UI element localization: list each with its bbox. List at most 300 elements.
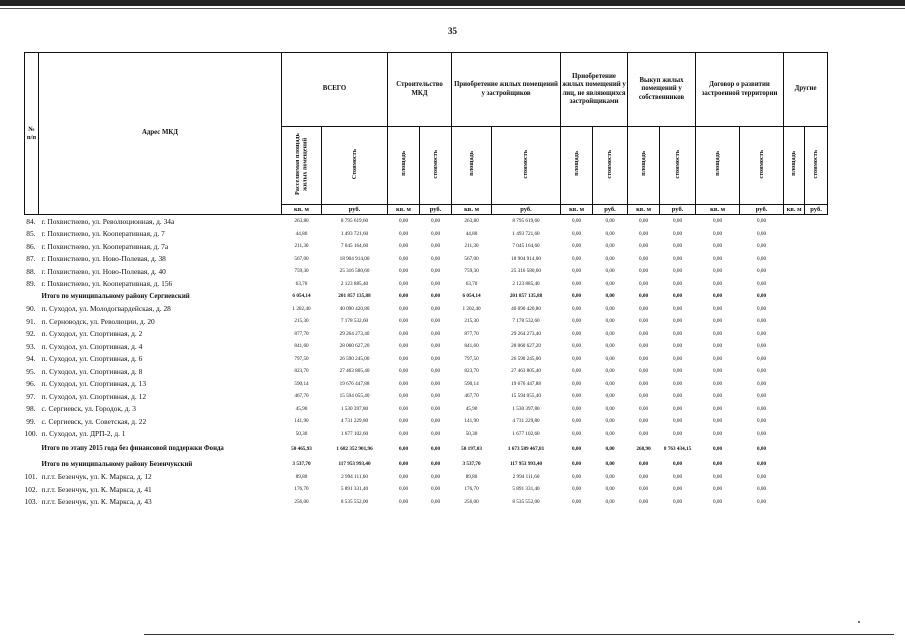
value-cell: [784, 303, 805, 316]
value-cell: [805, 278, 828, 291]
value-cell: 0,00: [398, 243, 409, 250]
value-cell: 0,00: [605, 305, 615, 312]
value-cell: 0,00: [638, 318, 649, 325]
value-cell: 0,00: [430, 498, 441, 505]
value-cell: [805, 240, 828, 253]
value-cell: 0,00: [398, 498, 409, 505]
value-cell: 5 891 331,40: [512, 486, 540, 493]
value-cell: 4 731 229,80: [340, 418, 369, 425]
row-number: 92.: [26, 329, 36, 339]
table-row: [25, 303, 828, 316]
value-cell: 0,00: [673, 393, 683, 400]
table-row: [25, 403, 828, 416]
value-cell: 7 045 164,60: [340, 243, 369, 250]
table-row: [25, 278, 828, 291]
value-cell: 0,00: [757, 418, 767, 425]
value-cell: [805, 365, 828, 378]
value-cell: 201 857 135,88: [338, 293, 371, 300]
value-cell: 590,14: [294, 380, 309, 387]
value-cell: 0,00: [713, 268, 723, 275]
value-cell: 0,00: [430, 473, 441, 480]
scan-dot: [858, 621, 860, 623]
value-cell: [805, 290, 828, 303]
value-cell: 0,00: [430, 280, 441, 287]
value-cell: [784, 471, 805, 484]
value-cell: 29 264 273,40: [339, 330, 370, 337]
sub-header-label: стоимость: [522, 149, 530, 179]
row-number: 97.: [26, 391, 36, 401]
value-cell: 0,00: [398, 405, 409, 412]
total-row: [25, 290, 828, 303]
value-cell: 263,80: [464, 218, 479, 225]
value-cell: 28 060 627,20: [339, 343, 370, 350]
sub-header-9: [660, 127, 696, 205]
unit-cell: кв. м: [561, 205, 593, 215]
value-cell: [784, 290, 805, 303]
value-cell: [784, 496, 805, 509]
row-number: 96.: [26, 379, 36, 389]
sub-header-2: [388, 127, 420, 205]
value-cell: 0,00: [713, 218, 723, 225]
table-row: [25, 353, 828, 366]
value-cell: [805, 471, 828, 484]
value-cell: 0,00: [713, 461, 723, 468]
value-cell: [805, 440, 828, 458]
sub-header-3: [420, 127, 452, 205]
value-cell: 823,70: [464, 368, 479, 375]
value-cell: 1 493 721,60: [512, 230, 540, 237]
value-cell: 567,00: [464, 255, 479, 262]
value-cell: 0,00: [713, 498, 723, 505]
sub-header-6: [561, 127, 593, 205]
row-address: п. Суходол, ул. ДРП-2, д. 1: [41, 429, 126, 439]
value-cell: 567,00: [294, 255, 309, 262]
unit-cell: руб.: [660, 205, 696, 215]
value-cell: 0,00: [638, 293, 649, 300]
row-number: [25, 290, 39, 303]
value-cell: 0,00: [571, 368, 582, 375]
value-cell: [805, 403, 828, 416]
value-cell: 0,00: [713, 343, 723, 350]
value-cell: 211,30: [294, 243, 309, 250]
value-cell: [805, 215, 828, 228]
value-cell: 797,50: [294, 355, 309, 362]
value-cell: 0,00: [430, 330, 441, 337]
value-cell: 0,00: [430, 393, 441, 400]
value-cell: 0,00: [638, 405, 649, 412]
value-cell: 45,90: [295, 405, 308, 412]
value-cell: 0,00: [430, 405, 441, 412]
value-cell: 0,00: [398, 255, 409, 262]
sub-header-label: площадь: [467, 151, 475, 177]
value-cell: 0,00: [713, 418, 723, 425]
value-cell: 0,00: [605, 230, 615, 237]
value-cell: 0,00: [571, 486, 582, 493]
value-cell: [784, 328, 805, 341]
table-row: [25, 471, 828, 484]
value-cell: 0,00: [398, 218, 409, 225]
row-address: с. Сергиевск, ул. Городок, д. 3: [41, 404, 136, 414]
value-cell: 0,00: [571, 218, 582, 225]
value-cell: 877,70: [464, 330, 479, 337]
sub-header-7: [593, 127, 628, 205]
unit-cell: кв. м: [628, 205, 660, 215]
row-address: п.г.т. Безенчук, ул. К. Маркса, д. 43: [41, 497, 152, 507]
sub-header-label: стоимость: [673, 149, 681, 179]
row-number: 98.: [26, 404, 36, 414]
sub-header-label: площадь: [399, 151, 407, 177]
value-cell: 0,00: [638, 380, 649, 387]
value-cell: 63,70: [465, 280, 478, 287]
value-cell: [784, 240, 805, 253]
value-cell: 0,00: [605, 380, 615, 387]
value-cell: 0,00: [757, 380, 767, 387]
unit-cell: руб.: [492, 205, 561, 215]
row-number: 87.: [26, 254, 36, 264]
value-cell: 0,00: [398, 343, 409, 350]
value-cell: 0,00: [430, 461, 441, 468]
value-cell: 0,00: [673, 486, 683, 493]
sub-header-label: стоимость: [812, 149, 820, 179]
row-number: 88.: [26, 266, 36, 276]
value-cell: [805, 390, 828, 403]
value-cell: 0,00: [638, 268, 649, 275]
value-cell: 0,00: [757, 405, 767, 412]
table-row: [25, 340, 828, 353]
value-cell: 0,00: [713, 393, 723, 400]
value-cell: 0,00: [571, 498, 582, 505]
value-cell: 0,00: [571, 330, 582, 337]
value-cell: 27 463 805,40: [511, 368, 541, 375]
value-cell: 7 178 532,60: [512, 318, 540, 325]
value-cell: 89,80: [465, 473, 478, 480]
value-cell: 0,00: [605, 243, 615, 250]
value-cell: 8 763 434,15: [663, 446, 692, 452]
value-cell: 0,00: [757, 243, 767, 250]
value-cell: 0,00: [605, 486, 615, 493]
value-cell: 27 463 805,40: [339, 368, 370, 375]
group-header-non-developers: Приобретение жилых помещений у лиц, не являющихся застройщиками: [561, 53, 628, 127]
value-cell: 0,00: [713, 380, 723, 387]
table-row: [25, 378, 828, 391]
value-cell: 26 590 245,00: [339, 355, 370, 362]
value-cell: 18 904 914,00: [511, 255, 541, 262]
value-cell: 0,00: [713, 405, 723, 412]
value-cell: [805, 303, 828, 316]
value-cell: 0,00: [571, 255, 582, 262]
value-cell: [805, 378, 828, 391]
value-cell: 0,00: [571, 430, 582, 437]
value-cell: 0,00: [673, 368, 683, 375]
value-cell: 0,00: [571, 418, 582, 425]
unit-cell: кв. м: [282, 205, 322, 215]
value-cell: 44,80: [295, 230, 308, 237]
value-cell: [784, 278, 805, 291]
value-cell: 141,90: [464, 418, 479, 425]
unit-cell: руб.: [593, 205, 628, 215]
value-cell: 0,00: [757, 393, 767, 400]
table-row: [25, 415, 828, 428]
value-cell: 0,00: [398, 368, 409, 375]
value-cell: 2 994 111,60: [512, 473, 540, 480]
value-cell: 797,50: [464, 355, 479, 362]
value-cell: [805, 483, 828, 496]
value-cell: 0,00: [638, 255, 649, 262]
value-cell: 0,00: [757, 498, 767, 505]
value-cell: 263,80: [294, 218, 309, 225]
value-cell: 0,00: [398, 305, 409, 312]
value-cell: [784, 378, 805, 391]
value-cell: 0,00: [757, 446, 767, 452]
sub-header-label: площадь: [572, 151, 580, 177]
value-cell: 0,00: [430, 355, 441, 362]
value-cell: 211,30: [464, 243, 479, 250]
value-cell: 1 677 102,60: [512, 430, 540, 437]
sub-header-12: [784, 127, 805, 205]
value-cell: 1 530 397,80: [512, 405, 540, 412]
value-cell: 0,00: [757, 486, 767, 493]
value-cell: 0,00: [757, 305, 767, 312]
value-cell: 29 264 273,40: [511, 330, 541, 337]
unit-cell: кв. м: [452, 205, 492, 215]
value-cell: 0,00: [757, 268, 767, 275]
group-header-other: Другие: [784, 53, 828, 127]
table-row: [25, 265, 828, 278]
value-cell: 1 673 589 467,81: [507, 446, 545, 452]
value-cell: 0,00: [757, 473, 767, 480]
value-cell: 0,00: [638, 305, 649, 312]
row-number: 90.: [26, 304, 36, 314]
row-address: п. Суходол, ул. Спортивная, д. 6: [41, 354, 143, 364]
value-cell: 0,00: [398, 293, 409, 300]
sub-header-label: стоимость: [606, 149, 614, 179]
value-cell: 0,00: [571, 293, 582, 300]
value-cell: 0,00: [571, 473, 582, 480]
value-cell: 0,00: [430, 318, 441, 325]
value-cell: 50,30: [295, 430, 308, 437]
sub-header-4: [452, 127, 492, 205]
value-cell: [784, 365, 805, 378]
sub-header-label: стоимость: [431, 149, 439, 179]
value-cell: 50,30: [465, 430, 478, 437]
value-cell: 0,00: [757, 230, 767, 237]
value-cell: 0,00: [605, 446, 615, 452]
value-cell: 8 795 619,60: [340, 218, 369, 225]
value-cell: 19 676 447,88: [339, 380, 370, 387]
value-cell: 26 590 245,00: [511, 355, 541, 362]
value-cell: [805, 353, 828, 366]
group-header-territory: Договор о развитии застроенной территории: [696, 53, 784, 127]
unit-cell: кв. м: [696, 205, 740, 215]
unit-cell: руб.: [420, 205, 452, 215]
value-cell: 7 178 532,60: [340, 318, 369, 325]
value-cell: 0,00: [638, 498, 649, 505]
value-cell: 0,00: [571, 355, 582, 362]
value-cell: 0,00: [398, 230, 409, 237]
value-cell: 15 594 055,40: [511, 393, 541, 400]
value-cell: 0,00: [757, 430, 767, 437]
value-cell: 0,00: [605, 343, 615, 350]
value-cell: 0,00: [673, 243, 683, 250]
value-cell: 40 090 420,80: [511, 305, 541, 312]
value-cell: 0,00: [638, 418, 649, 425]
value-cell: [784, 440, 805, 458]
value-cell: 0,00: [757, 280, 767, 287]
sub-header-label: площадь: [713, 151, 721, 177]
value-cell: 0,00: [673, 473, 683, 480]
value-cell: [784, 483, 805, 496]
value-cell: 0,00: [713, 430, 723, 437]
table-row: [25, 496, 828, 509]
value-cell: 0,00: [638, 243, 649, 250]
value-cell: 0,00: [571, 243, 582, 250]
value-cell: 8 795 619,60: [512, 218, 540, 225]
value-cell: 0,00: [673, 405, 683, 412]
row-address: г. Похвистнево, ул. Революционная, д. 34а: [41, 216, 175, 226]
value-cell: 0,00: [638, 486, 649, 493]
value-cell: 0,00: [571, 461, 582, 468]
table-row: [25, 315, 828, 328]
value-cell: 0,00: [430, 368, 441, 375]
unit-cell: кв. м: [784, 205, 805, 215]
value-cell: 0,00: [673, 293, 683, 300]
table-row: [25, 483, 828, 496]
value-cell: 0,00: [638, 330, 649, 337]
value-cell: 0,00: [605, 280, 615, 287]
value-cell: 0,00: [757, 343, 767, 350]
sub-header-label: стоимость: [757, 149, 765, 179]
value-cell: 1 682 352 901,96: [336, 446, 373, 452]
value-cell: 0,00: [713, 305, 723, 312]
value-cell: 0,00: [757, 461, 767, 468]
value-cell: 841,60: [294, 343, 309, 350]
value-cell: 0,00: [638, 461, 649, 468]
value-cell: 0,00: [713, 330, 723, 337]
value-cell: [784, 353, 805, 366]
row-address: г. Похвистнево, ул. Ново-Полевая, д. 40: [41, 266, 166, 276]
row-number: 86.: [26, 241, 36, 251]
unit-cell: руб.: [322, 205, 388, 215]
value-cell: 28 060 627,20: [511, 343, 541, 350]
row-address: п. Серноводск, ул. Революции, д. 20: [41, 316, 155, 326]
row-address: п.г.т. Безенчук, ул. К. Маркса, д. 12: [41, 472, 152, 482]
table-row: [25, 390, 828, 403]
sub-header-10: [696, 127, 740, 205]
value-cell: 0,00: [430, 446, 441, 452]
sub-header-label: площадь: [639, 151, 647, 177]
value-cell: [784, 315, 805, 328]
value-cell: 0,00: [430, 418, 441, 425]
value-cell: 0,00: [713, 280, 723, 287]
value-cell: 15 594 055,40: [339, 393, 370, 400]
sub-header-8: [628, 127, 660, 205]
row-number: 101.: [24, 472, 38, 482]
row-address: п. Суходол, ул. Спортивная, д. 13: [41, 379, 147, 389]
value-cell: 0,00: [430, 380, 441, 387]
value-cell: 0,00: [398, 446, 409, 452]
row-number: 93.: [26, 341, 36, 351]
row-number: 91.: [26, 316, 36, 326]
value-cell: 2 123 885,40: [340, 280, 369, 287]
value-cell: 823,70: [294, 368, 309, 375]
value-cell: 3 537,70: [292, 461, 311, 468]
value-cell: 0,00: [757, 318, 767, 325]
value-cell: 0,00: [638, 343, 649, 350]
value-cell: [784, 403, 805, 416]
value-cell: 0,00: [673, 498, 683, 505]
value-cell: [805, 265, 828, 278]
table-row: [25, 215, 828, 228]
value-cell: 0,00: [713, 486, 723, 493]
value-cell: 0,00: [605, 393, 615, 400]
value-cell: 0,00: [757, 330, 767, 337]
value-cell: 176,70: [464, 486, 479, 493]
value-cell: 117 953 993,40: [509, 461, 543, 468]
value-cell: [784, 458, 805, 471]
value-cell: 0,00: [757, 218, 767, 225]
value-cell: [805, 328, 828, 341]
value-cell: 0,00: [430, 486, 441, 493]
value-cell: 1 202,40: [292, 305, 311, 312]
value-cell: 0,00: [757, 355, 767, 362]
value-cell: 0,00: [638, 368, 649, 375]
value-cell: 0,00: [398, 268, 409, 275]
value-cell: 256,00: [464, 498, 479, 505]
value-cell: 0,00: [605, 430, 615, 437]
value-cell: 0,00: [571, 305, 582, 312]
value-cell: 0,00: [605, 268, 615, 275]
value-cell: 0,00: [605, 355, 615, 362]
unit-cell: руб.: [740, 205, 784, 215]
col-num-header: № п/п: [25, 53, 39, 215]
value-cell: 2 994 111,60: [341, 473, 368, 480]
value-cell: 0,00: [605, 330, 615, 337]
row-number: 99.: [26, 416, 36, 426]
value-cell: [805, 340, 828, 353]
housing-table: [24, 52, 828, 508]
value-cell: [805, 458, 828, 471]
table-row: [25, 240, 828, 253]
value-cell: 0,00: [638, 230, 649, 237]
value-cell: 0,00: [605, 368, 615, 375]
value-cell: 0,00: [398, 355, 409, 362]
table-row: [25, 228, 828, 241]
sub-header-13: [805, 127, 828, 205]
row-address: г. Похвистнево, ул. Кооперативная, д. 7а: [41, 241, 169, 251]
value-cell: 44,80: [465, 230, 478, 237]
value-cell: 0,00: [638, 218, 649, 225]
col-address-header: Адрес МКД: [39, 53, 282, 215]
value-cell: 0,00: [673, 268, 683, 275]
value-cell: 0,00: [713, 255, 723, 262]
value-cell: 0,00: [398, 461, 409, 468]
value-cell: 467,70: [464, 393, 479, 400]
top-border: [0, 0, 905, 6]
value-cell: 0,00: [638, 280, 649, 287]
value-cell: 0,00: [398, 473, 409, 480]
row-number: 94.: [26, 354, 36, 364]
value-cell: 0,00: [673, 461, 683, 468]
row-address: г. Похвистнево, ул. Кооперативная, д. 156: [41, 279, 173, 289]
value-cell: 0,00: [430, 230, 441, 237]
value-cell: 467,70: [294, 393, 309, 400]
value-cell: 8 535 552,00: [340, 498, 369, 505]
value-cell: 0,00: [605, 218, 615, 225]
table-row: [25, 365, 828, 378]
row-address: п. Суходол, ул. Молодогвардейская, д. 28: [41, 304, 171, 314]
value-cell: 25 316 580,60: [511, 268, 541, 275]
value-cell: 0,00: [571, 280, 582, 287]
